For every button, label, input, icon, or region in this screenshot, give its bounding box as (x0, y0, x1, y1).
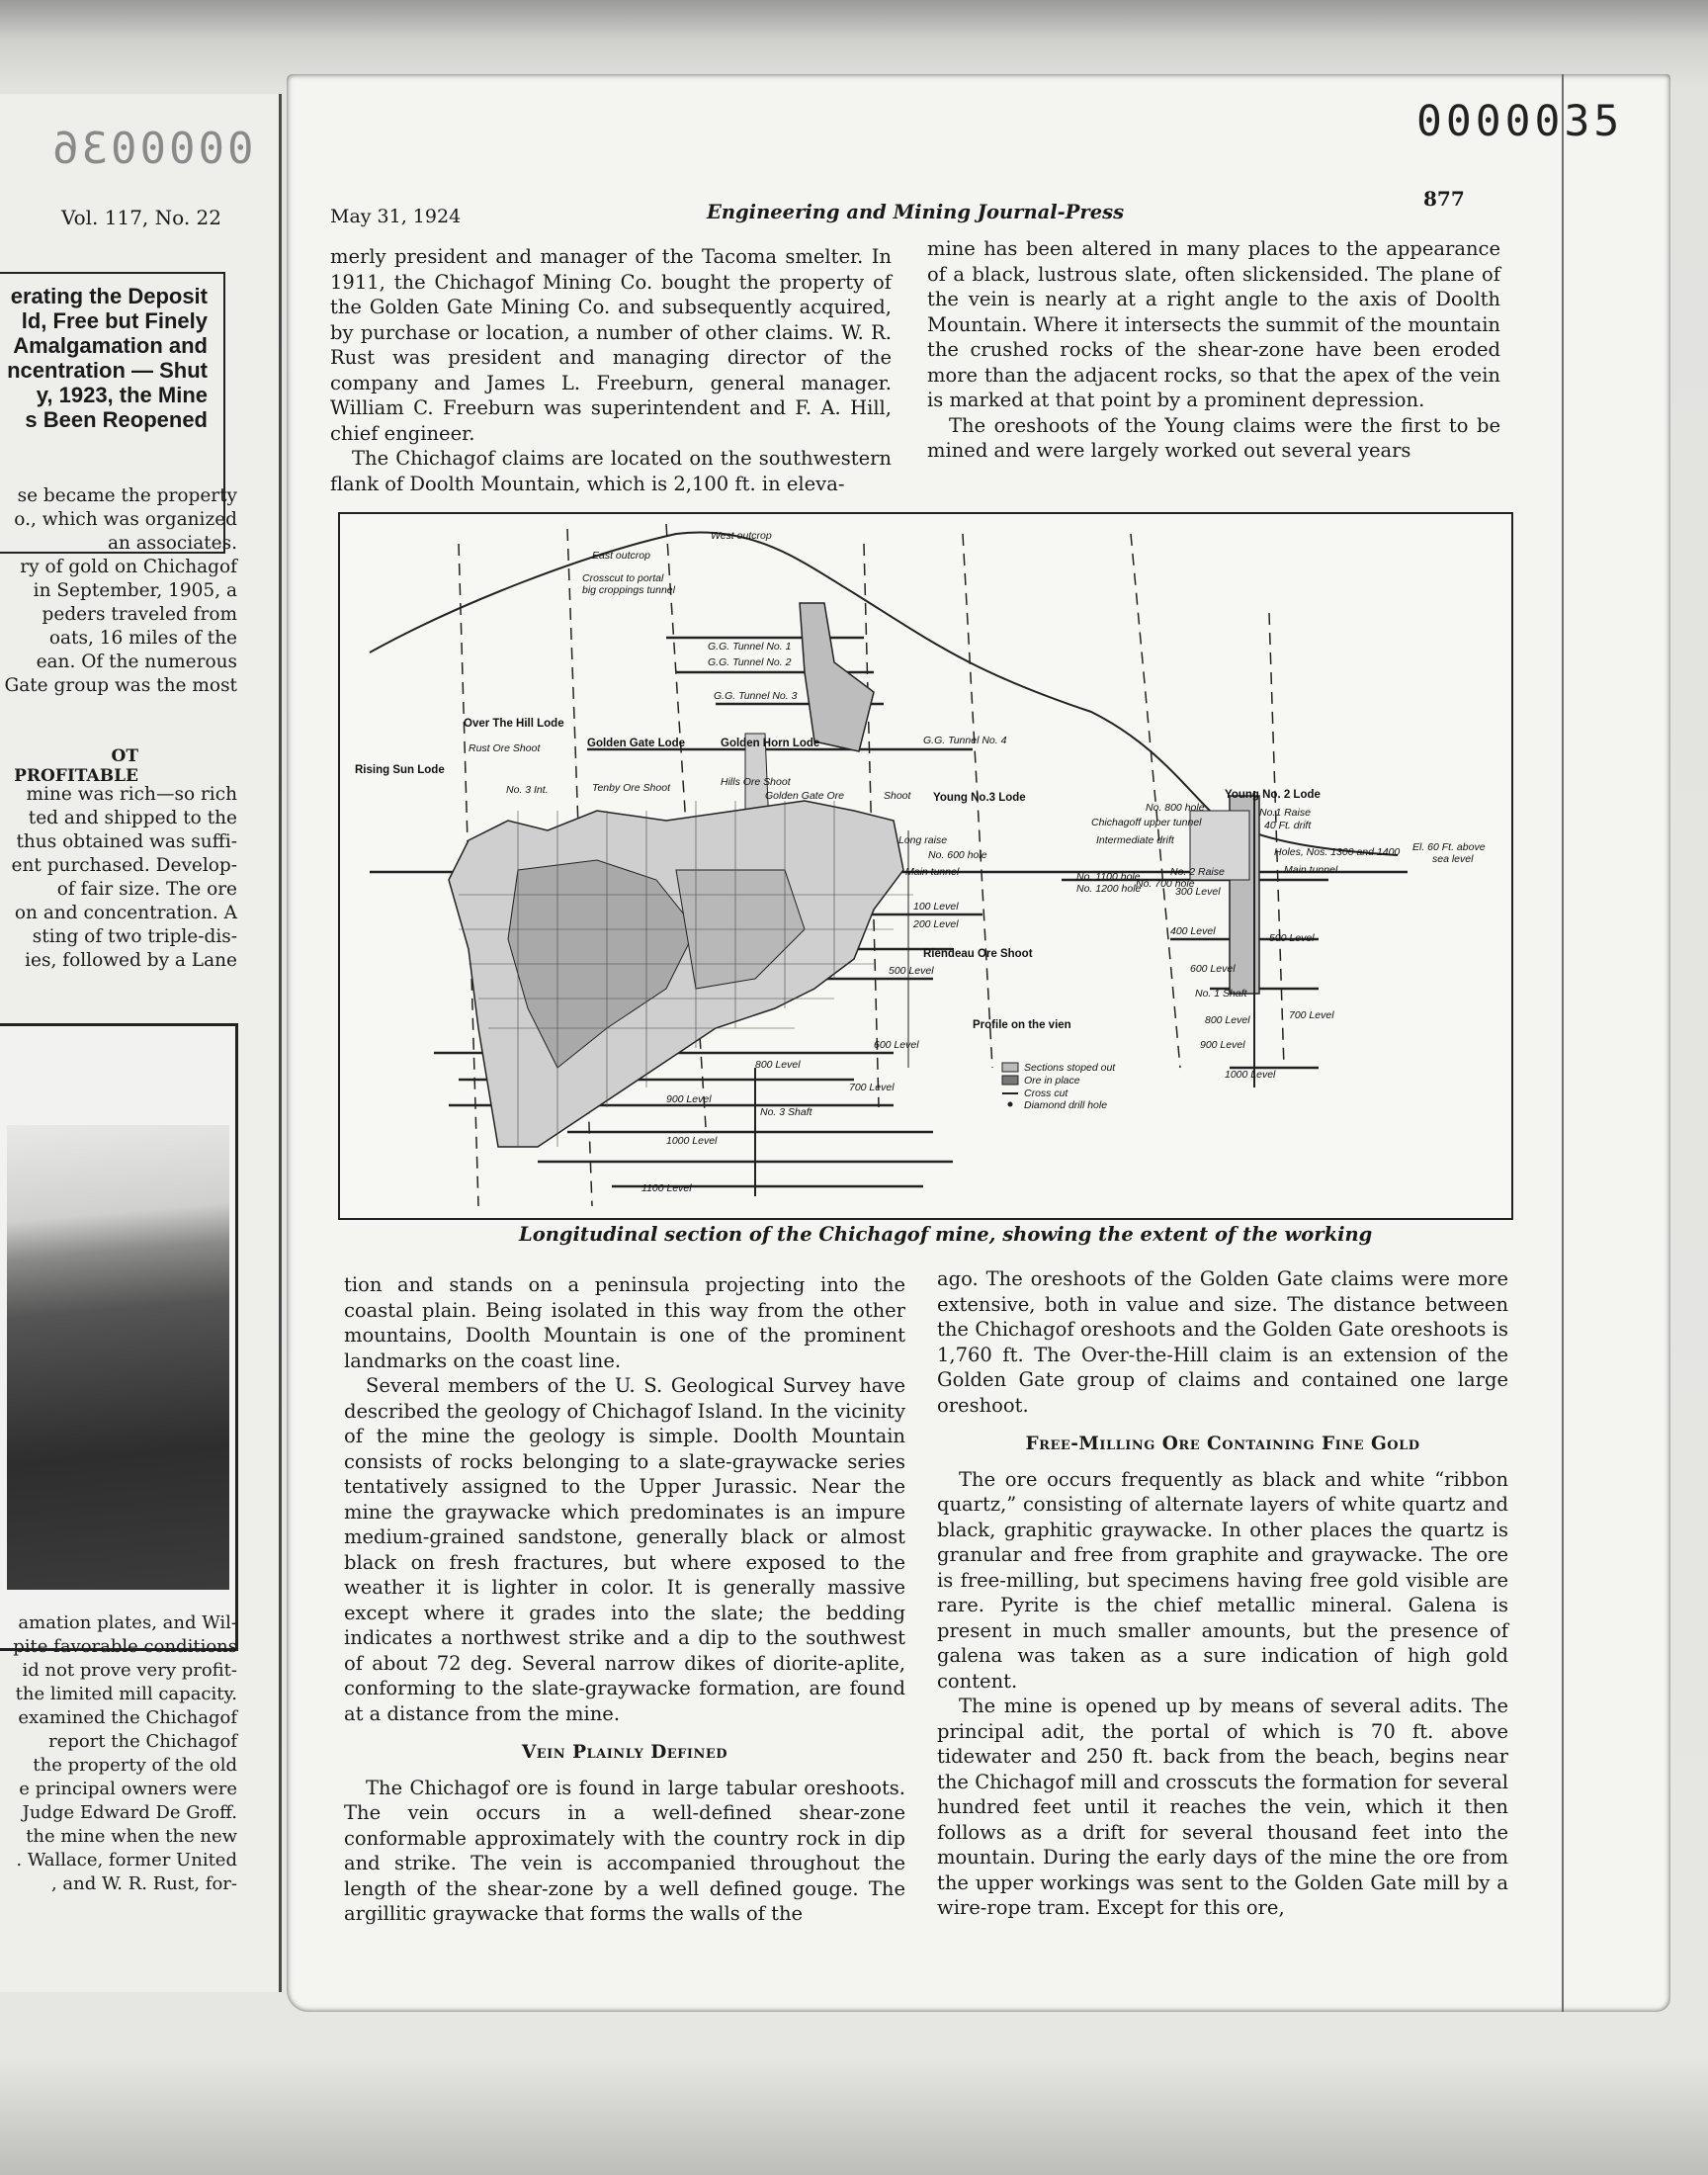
legend-cross-cut: Cross cut (1024, 1088, 1068, 1099)
label-level: 300 Level (1175, 886, 1221, 898)
label-gg-tunnel-1: G.G. Tunnel No. 1 (708, 641, 792, 652)
label-no1100-hole: No. 1100 hole (1076, 871, 1141, 883)
left-text-bottom: amation plates, and Wil- pite favorable conditions id not prove very profit- the limited mill capacity. examined the Chichagof report the Chichagof the property of the old e principal owners were Judge Edward De Groff. the mine when the new . Wallace, former United , and W. R. Rust, for- (13, 1612, 237, 1894)
label-riendeau-ore-shoot: Riendeau Ore Shoot (923, 948, 1033, 960)
label-golden-horn-lode: Golden Horn Lode (721, 738, 820, 749)
label-level: 800 Level (755, 1059, 801, 1071)
label-no3-shaft: No. 3 Shaft (760, 1106, 812, 1118)
section-heading: Free-Milling Ore Containing Fine Gold (1025, 1434, 1420, 1454)
column-2-bottom (937, 1266, 1508, 1921)
paragraph: Several members of the U. S. Geological Survey have described the geology of Chichagof Island. In the vicinity of the mine the geology is simple. Doolth Mountain consists of rocks belonging to a slate-graywacke series tentatively assigned to the Upper Jurassic. Near the mine the graywacke which predominates is an impure medium-grained sandstone, generally black or almost black on fresh fractures, but where exposed to the weather it is lighter in color. It is generally massive except where it grades into the slate; the bedding indicates a northwest strike and a dip to the southwest of about 72 deg. Several narrow dikes of diorite-aplite, conforming to the slate-graywacke formation, are found at a distance from the mine. (344, 1374, 905, 1725)
label-40ft-drift: 40 Ft. drift (1264, 820, 1312, 831)
label-no800-hole: No. 800 hole (1146, 802, 1205, 814)
photo-image (7, 1125, 229, 1590)
label-rust-ore-shoot: Rust Ore Shoot (469, 742, 541, 754)
left-subhead: OT PROFITABLE (14, 746, 138, 786)
paragraph: The Chichagof claims are located on the southwestern flank of Doolth Mountain, which is 2,100 ft. in eleva- (330, 447, 892, 495)
left-text-top: se became the property o., which was organized an associates. ry of gold on Chichagof in September, 1905, a peders traveled from oats, 16 miles of the ean. Of the numerous Gate group was the most (4, 485, 237, 696)
legend-drill-hole: Diamond drill hole (1024, 1099, 1108, 1111)
main-page (287, 74, 1670, 2012)
figure-caption: Longitudinal section of the Chichagof mine, showing the extent of the working (519, 1223, 1373, 1246)
label-level: 600 Level (874, 1039, 919, 1051)
label-level: 600 Level (1190, 963, 1236, 975)
column-2-top (927, 236, 1500, 464)
label-no700-hole: No. 700 hole (1136, 878, 1195, 890)
headline-box: erating the Deposit ld, Free but Finely Amalgamation and ncentration — Shut y, 1923, the Mine s Been Reopened (0, 272, 225, 554)
label-level: 200 Level (913, 918, 959, 930)
label-elevation: El. 60 Ft. above (1412, 841, 1486, 853)
left-text-mid: mine was rich—so rich ted and shipped to the thus obtained was suffi- ent purchased. Develop- of fair size. The ore on and concentration. A sting of two triple-dis- ies, followed by a Lane (11, 784, 237, 971)
paragraph: ago. The oreshoots of the Golden Gate claims were more extensive, both in value and size. The distance between the Chichagof oreshoots and the Golden Gate oreshoots is 1,760 ft. The Over-the-Hill claim is an extension of the Golden Gate group of claims and contained one large oreshoot. (937, 1267, 1508, 1417)
label-gg-tunnel-4: G.G. Tunnel No. 4 (923, 735, 1007, 746)
label-no600-hole: No. 600 hole (928, 849, 987, 861)
label-crosscut: big croppings tunnel (582, 584, 675, 596)
column-1-top (330, 244, 892, 496)
label-gg-tunnel-2: G.G. Tunnel No. 2 (708, 656, 792, 668)
header-date: May 31, 1924 (330, 206, 462, 227)
paragraph: The mine is opened up by means of several adits. The principal adit, the portal of which is 70 ft. above tidewater and 250 ft. back from the beach, begins near the Chichagof mill and crosscuts the formation for several hundred feet until it reaches the vein, which it then follows as a drift for several thousand feet into the mountain. During the early days of the mine the ore from the upper workings was sent to the Golden Gate mill by a wire-rope tram. Except for this ore, (937, 1695, 1508, 1919)
label-no1200-hole: No. 1200 hole (1076, 883, 1142, 895)
longitudinal-section-diagram (340, 514, 1511, 1218)
label-upper-tunnel: Chichagoff upper tunnel (1091, 817, 1202, 828)
header-journal-title: Engineering and Mining Journal-Press (707, 201, 1125, 223)
label-golden-gate-lode: Golden Gate Lode (587, 738, 686, 749)
label-no1-raise: No.1 Raise (1259, 807, 1311, 819)
label-hills-ore-shoot: Hills Ore Shoot (721, 776, 791, 788)
label-level: 400 Level (1170, 925, 1216, 937)
left-photo (0, 1023, 238, 1651)
label-main-tunnel: Main tunnel (905, 866, 960, 878)
label-level: 500 Level (889, 965, 934, 977)
label-level: 1100 Level (641, 1182, 692, 1194)
label-shoot: Shoot (884, 790, 911, 802)
paragraph: tion and stands on a peninsula projecting into the coastal plain. Being isolated in this way from the other mountains, Doolth Mountain is one of the prominent landmarks on the coast line. (344, 1273, 905, 1372)
label-long-raise: Long raise (898, 834, 948, 846)
label-crosscut: Crosscut to portal (582, 572, 664, 584)
label-over-the-hill-lode: Over The Hill Lode (464, 718, 564, 730)
label-level: 100 Level (913, 901, 959, 913)
paragraph: The oreshoots of the Young claims were the first to be mined and were largely worked out several years (927, 413, 1500, 462)
label-east-outcrop: East outcrop (592, 550, 650, 562)
label-gg-tunnel-3: G.G. Tunnel No. 3 (714, 690, 798, 702)
label-level: 500 Level (1269, 932, 1315, 944)
paragraph: mine has been altered in many places to the appearance of a black, lustrous slate, often slickensided. The plane of the vein is nearly at a right angle to the axis of Doolth Mountain. Where it intersects the summit of the mountain the crushed rocks of the shear-zone have been eroded more than the adjacent rocks, so that the apex of the vein is marked at that point by a prominent depression. (927, 237, 1500, 411)
label-level: 1000 Level (666, 1135, 718, 1147)
section-heading: Vein Plainly Defined (521, 1742, 728, 1763)
label-level: 900 Level (1200, 1039, 1245, 1051)
document-id-number: 0000035 (1416, 97, 1624, 146)
label-golden-gate-ore-shoot: Golden Gate Ore (765, 790, 844, 802)
label-no1-shaft: No. 1 Shaft (1195, 988, 1247, 1000)
label-no3-int: No. 3 Int. (506, 784, 549, 796)
label-main-tunnel-east: Main tunnel (1284, 864, 1338, 876)
paragraph: The ore occurs frequently as black and white “ribbon quartz,” consisting of alternate layers of white quartz and black, graphitic graywacke. In other places the quartz is granular and free from graphite and graywacke. The ore is free-milling, but specimens having free gold visible are rare. Pyrite is the chief metallic mineral. Galena is present in much smaller amounts, but the presence of galena was taken as a sure indication of high gold content. (937, 1467, 1508, 1693)
label-no2-raise: No. 2 Raise (1170, 866, 1225, 878)
label-intermediate-drift: Intermediate drift (1096, 834, 1174, 846)
mine-section-figure (338, 512, 1513, 1220)
ghost-page-number: 0000036 (49, 124, 254, 174)
label-level: 900 Level (666, 1093, 712, 1105)
paragraph: merly president and manager of the Tacoma smelter. In 1911, the Chichagof Mining Co. bought the property of the Golden Gate Mining Co. and subsequently acquired, by purchase or location, a number of other claims. W. R. Rust was president and managing director of the company and James L. Freeburn, general manager. William C. Freeburn was superintendent and F. A. Hill, chief engineer. (330, 245, 892, 445)
column-1-bottom (344, 1272, 905, 1927)
label-rising-sun-lode: Rising Sun Lode (355, 764, 445, 776)
legend-ore-in-place: Ore in place (1024, 1075, 1080, 1087)
left-facing-page (0, 94, 282, 1992)
paragraph: The Chichagof ore is found in large tabular oreshoots. The vein occurs in a well-defined shear-zone conformable approximately with the country rock in dip and strike. The vein is accompanied throughout the length of the shear-zone by a well defined gouge. The argillitic graywacke that forms the walls of the (344, 1776, 905, 1925)
label-level: 1000 Level (1225, 1069, 1276, 1081)
label-young-no3-lode: Young No.3 Lode (933, 792, 1026, 804)
header-page-number: 877 (1423, 187, 1465, 211)
label-west-outcrop: West outcrop (711, 530, 772, 542)
label-level: 700 Level (849, 1082, 895, 1093)
label-holes: Holes, Nos. 1300 and 1400 (1274, 846, 1401, 858)
label-elevation: sea level (1432, 853, 1474, 865)
label-level: 800 Level (1205, 1014, 1250, 1026)
volume-label: Vol. 117, No. 22 (61, 206, 222, 229)
label-profile: Profile on the vien (973, 1019, 1071, 1031)
scan-fold-line (1562, 74, 1564, 2012)
legend-stoped-out: Sections stoped out (1024, 1062, 1116, 1074)
label-level: 700 Level (1289, 1009, 1334, 1021)
label-young-no2-lode: Young No. 2 Lode (1225, 789, 1321, 801)
label-tenby-ore-shoot: Tenby Ore Shoot (592, 782, 670, 794)
